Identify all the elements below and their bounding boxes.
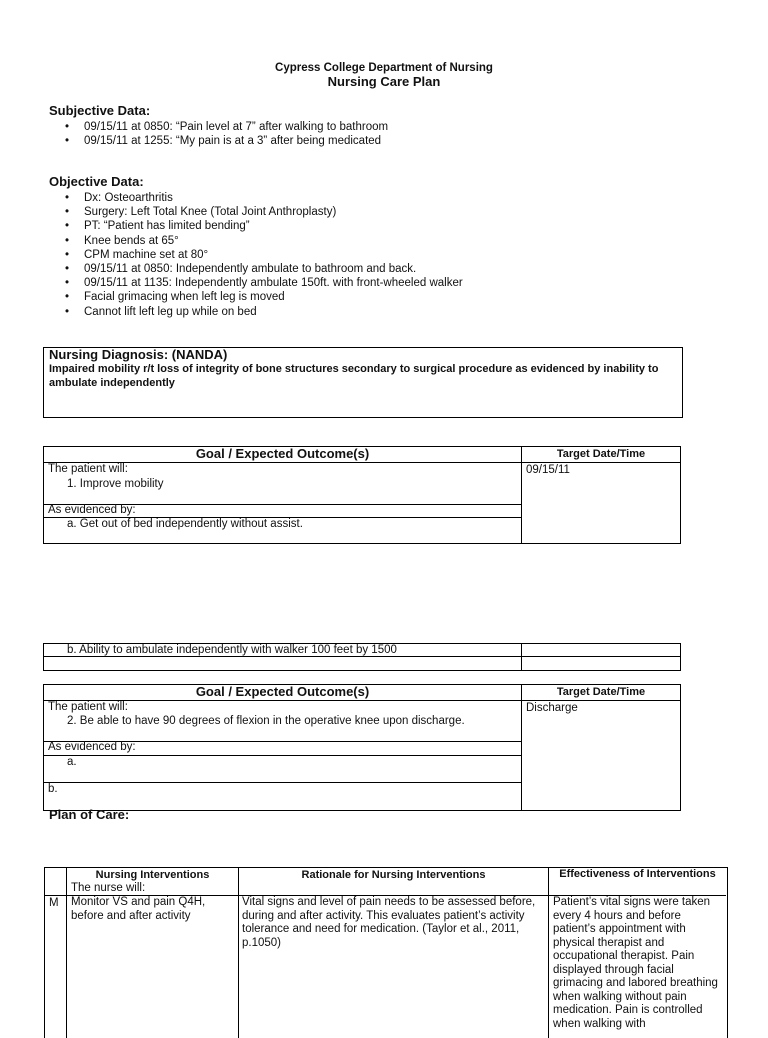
goal1-target-date: 09/15/11 <box>526 464 570 476</box>
document-title: Nursing Care Plan <box>327 74 441 89</box>
goal2-target-header: Target Date/Time <box>556 686 646 698</box>
list-item: • Facial grimacing when left leg is moved <box>64 290 463 304</box>
goal1-table <box>43 446 681 544</box>
list-item: • 09/15/11 at 0850: “Pain level at 7” after walking to bathroom <box>64 120 388 134</box>
goal1-evidenced-by: As evidenced by: <box>48 504 136 516</box>
row-marker: M <box>49 897 59 909</box>
goal1-header: Goal / Expected Outcome(s) <box>195 446 370 461</box>
goal1-continued-table <box>43 643 681 671</box>
list-item: • 09/15/11 at 0850: Independently ambulate to bathroom and back. <box>64 262 463 276</box>
goal1-goal-item: 1. Improve mobility <box>67 478 164 490</box>
diagnosis-box <box>43 347 683 418</box>
diagnosis-heading: Nursing Diagnosis: (NANDA) <box>49 347 228 362</box>
goal1-evidence-a: a. Get out of bed independently without assist. <box>67 518 303 530</box>
list-item: • CPM machine set at 80° <box>64 248 463 262</box>
intervention-text: Monitor VS and pain Q4H, before and after activity <box>71 896 206 922</box>
effectiveness-text: Patient’s vital signs were taken every 4 hours and before patient’s appointment with physical therapist and occupational therapist. Pain displayed through facial grimacing and labored breathing when walking without pain medication. Pain is controlled when walking with <box>553 896 718 1030</box>
list-item: • Dx: Osteoarthritis <box>64 191 463 205</box>
goal2-header: Goal / Expected Outcome(s) <box>195 684 370 699</box>
goal2-target-date: Discharge <box>526 702 578 714</box>
list-item: • 09/15/11 at 1135: Independently ambulate 150ft. with front-wheeled walker <box>64 276 463 290</box>
list-item: • Cannot lift left leg up while on bed <box>64 305 463 319</box>
rationale-text: Vital signs and level of pain needs to be assessed before, during and after activity. This evaluates patient’s activity tolerance and need for medication. (Taylor et al., 2011, p.1050) <box>242 896 536 949</box>
list-item: • Surgery: Left Total Knee (Total Joint Anthroplasty) <box>64 205 463 219</box>
col-interventions-header: Nursing Interventions <box>95 869 210 881</box>
list-item: • PT: “Patient has limited bending” <box>64 219 463 233</box>
goal2-table <box>43 684 681 811</box>
goal2-evidence-a: a. <box>67 756 77 768</box>
plan-table <box>44 867 728 1038</box>
goal1-patient-will: The patient will: <box>48 463 128 475</box>
diagnosis-text: Impaired mobility r/t loss of integrity of bone structures secondary to surgical procedure as evidenced by inability to ambulate independently <box>49 363 659 389</box>
goal2-evidence-b: b. <box>48 783 58 795</box>
objective-list <box>64 191 463 319</box>
goal1-target-header: Target Date/Time <box>556 448 646 460</box>
goal2-evidenced-by: As evidenced by: <box>48 741 136 753</box>
list-item: • 09/15/11 at 1255: “My pain is at a 3” after being medicated <box>64 134 388 148</box>
objective-heading: Objective Data: <box>49 174 144 189</box>
goal2-patient-will: The patient will: <box>48 701 128 713</box>
col-effectiveness-header: Effectiveness of Interventions <box>559 868 716 880</box>
col-interventions-subheader: The nurse will: <box>71 882 146 894</box>
col-rationale-header: Rationale for Nursing Interventions <box>301 869 486 881</box>
plan-heading: Plan of Care: <box>49 807 130 822</box>
goal1-evidence-b: b. Ability to ambulate independently with walker 100 feet by 1500 <box>67 644 397 656</box>
goal2-goal-item: 2. Be able to have 90 degrees of flexion in the operative knee upon discharge. <box>67 715 465 727</box>
subjective-list <box>64 120 388 148</box>
institution-name: Cypress College Department of Nursing <box>275 62 493 74</box>
subjective-heading: Subjective Data: <box>49 103 151 118</box>
list-item: • Knee bends at 65° <box>64 234 463 248</box>
